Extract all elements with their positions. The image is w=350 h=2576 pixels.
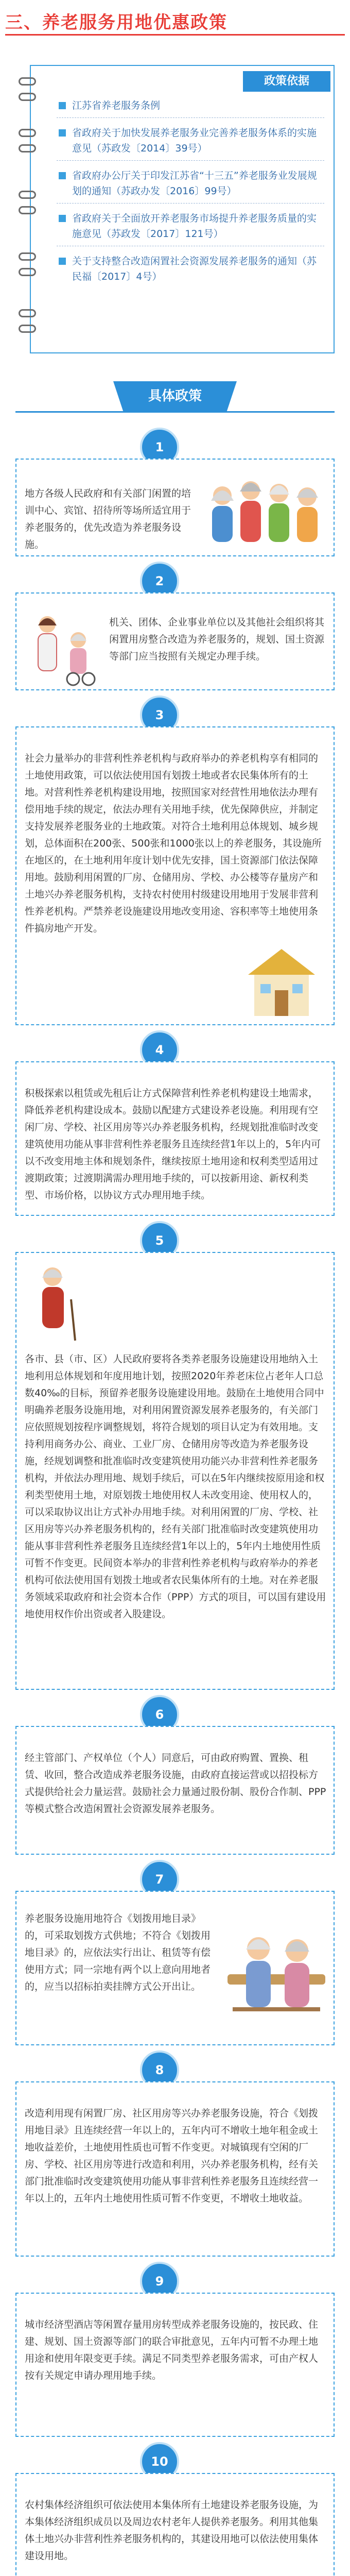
house-illustration bbox=[238, 939, 325, 1021]
basis-item: 省政府办公厅关于印发江苏省“十三五”养老服务业发展规划的通知（苏政办发〔2016〕99号） bbox=[57, 168, 324, 204]
elderly-group-illustration bbox=[202, 465, 330, 552]
bullet-square-icon bbox=[59, 172, 66, 179]
policy-card bbox=[15, 2473, 335, 2576]
policy-card bbox=[15, 1891, 335, 2045]
basis-item: 关于支持整合改造闲置社会资源发展养老服务的通知（苏民福〔2017〕4号） bbox=[57, 253, 324, 289]
policy-basis-list bbox=[57, 98, 324, 296]
title-underline bbox=[5, 34, 345, 36]
basis-item: 省政府关于加快发展养老服务业完善养老服务体系的实施意见（苏政发〔2014〕39号） bbox=[57, 125, 324, 161]
policy-basis-box bbox=[30, 65, 335, 353]
policy-text: 积极探索以租赁或先租后让方式保障营利性养老机构建设土地需求，降低养老机构建设成本。鼓励以配建方式建设养老设施。利用现有空闲厂房、学校、社区用房等兴办养老服务机构，经规划批准临时改变建筑使用功能从事非营利性养老服务且连续经营1年以上的，5年内可以不改变用地主体和规划条件，继续按原土地用途和权利类型适用过渡期政策；过渡期满需办理用地手续的，可以按新用途、新权利类型、市场价格，以协议方式办理用地手续。 bbox=[25, 1088, 321, 1201]
section-header bbox=[103, 381, 247, 411]
policy-number-badge: 5 bbox=[140, 1221, 179, 1260]
policy-basis-badge: 政策依据 bbox=[243, 71, 330, 92]
bullet-square-icon bbox=[59, 215, 66, 222]
policy-number-badge: 6 bbox=[140, 1695, 179, 1734]
policy-text: 养老服务设施用地符合《划拨用地目录》的，可采取划拨方式供地；不符合《划拨用地目录》的，应依法实行出让、租赁等有偿使用方式；同一宗地有两个以上意向用地者的，应当以招标拍卖挂牌方式公开出让。 bbox=[25, 1913, 211, 1992]
elderly-couple-illustration bbox=[222, 1912, 330, 2036]
bullet-square-icon bbox=[59, 102, 66, 109]
policy-number-badge: 1 bbox=[140, 428, 179, 467]
policy-number-badge: 7 bbox=[140, 1860, 179, 1899]
policy-card bbox=[15, 2293, 335, 2437]
section-title: 具体政策 bbox=[148, 388, 202, 404]
policy-card bbox=[15, 592, 335, 690]
policy-text: 社会力量举办的非营利性养老机构与政府举办的养老机构享有相同的土地使用政策，可以依法使用国有划拨土地或者农民集体所有的土地。对营利性养老机构建设用地，按照国家对经营性用地依法办理有偿用地手续的规定，依法办理有关用地手续，优先保障供应，并制定支持发展养老服务业的土地政策。对符合土地利用总体规划、城乡规划，总体面积在200张、500张和1000张以上的养老服务，其设施所在地区的，在土地利用年度计划中优先安排，国土资源部门依法保障用地。鼓励利用闲置的厂房、仓储用房、学校、办公楼等存量房产和土地兴办养老服务机构，支持农村使用村级建设用地用于发展非营利性养老机构。严禁养老设施建设用地改变用途、容积率等土地使用条件搞房地产开发。 bbox=[25, 753, 322, 934]
policy-card bbox=[15, 459, 335, 556]
policy-text: 改造利用现有闲置厂房、社区用房等兴办养老服务设施，符合《划拨用地目录》且连续经营一年以上的，五年内可不增收土地年租金或土地收益差价，土地使用性质也可暂不作变更。对城镇现有空闲的厂房、学校、社区用房等进行改造和利用，兴办养老服务机构，经有关部门批准临时改变建筑使用功能从事非营利性养老服务且连续经营一年以上的，五年内土地使用性质可暂不作变更，不增收土地收益。 bbox=[25, 2108, 319, 2204]
policy-number-badge: 8 bbox=[140, 2050, 179, 2090]
page-title: 三、养老服务用地优惠政策 bbox=[5, 12, 227, 33]
policy-card bbox=[15, 1061, 335, 1216]
section-divider bbox=[15, 411, 335, 413]
policy-card bbox=[15, 1252, 335, 1690]
policy-text: 经主管部门、产权单位（个人）同意后，可由政府购置、置换、租赁、收回，整合改造成养老服务设施，由政府直接运营或以招投标方式提供给社会力量运营。鼓励社会力量通过股份制、股份合作制、PPP等模式整合改造闲置社会资源发展养老服务。 bbox=[25, 1752, 326, 1815]
basis-item: 省政府关于全面放开养老服务市场提升养老服务质量的实施意见（苏政发〔2017〕121号） bbox=[57, 211, 324, 246]
policy-text: 各市、县（市、区）人民政府要将各类养老服务设施建设用地纳入土地利用总体规划和年度用地计划，按照2020年养老床位占老年人口总数40‰的目标，预留养老服务设施建设用地。鼓励在土地使用合同中明确养老服务设施用地，对利用闲置资源发展养老服务的，有关部门应依照规划按程序调整规划，将符合规划的项目认定为有效用地。支持利用商务办公、商业、工业厂房、仓储用房等改造为养老服务设施，经规划调整和批准临时改变建筑使用功能兴办非营利性养老服务机构，并依法办理用地、规划手续后，可以在5年内继续按原用途和权利类型使用土地，对原划拨土地使用权人未改变用途、使用权人的，可以采取协议出让方式补办用地手续。对利用闲置的厂房、学校、社区用房等兴办养老服务机构的，经有关部门批准临时改变建筑使用功能从事非营利性养老服务且连续经营1年以上的，5年内土地使用性质可暂不作变更。民间资本举办的非营利性养老机构与政府举办的养老机构可依法使用国有划拨土地或者农民集体所有的土地。对在养老服务领域采取政府和社会资本合作（PPP）方式的项目，可以国有建设用地使用权作价出资或者入股建设。 bbox=[25, 1353, 326, 1620]
policy-card bbox=[15, 2081, 335, 2257]
policy-number-badge: 10 bbox=[140, 2442, 179, 2481]
policy-number-badge: 2 bbox=[140, 562, 179, 601]
bullet-square-icon bbox=[59, 129, 66, 137]
page-header bbox=[5, 5, 345, 38]
bullet-square-icon bbox=[59, 258, 66, 265]
policy-number-badge: 9 bbox=[140, 2262, 179, 2301]
caregiver-illustration bbox=[22, 604, 104, 686]
basis-item: 江苏省养老服务条例 bbox=[57, 98, 324, 118]
policy-number-badge: 4 bbox=[140, 1030, 179, 1070]
elderly-with-cane-illustration bbox=[22, 1258, 89, 1346]
policy-text: 地方各级人民政府和有关部门闲置的培训中心、宾馆、招待所等场所适宜用于养老服务的，优先改造为养老服务设施。 bbox=[25, 488, 191, 550]
policy-text: 农村集体经济组织可依法使用本集体所有土地建设养老服务设施，为本集体经济组织成员以及周边农村老年人提供养老服务。利用其他集体土地兴办非营利性养老服务机构的，其建设用地可以依法使用集体建设用地。 bbox=[25, 2499, 319, 2562]
notebook-rings-icon bbox=[15, 72, 36, 350]
policy-text: 机关、团体、企业事业单位以及其他社会组织将其闲置用房整合改造为养老服务的，规划、国土资源等部门应当按照有关规定办理手续。 bbox=[109, 617, 325, 662]
policy-basis-panel bbox=[15, 52, 335, 355]
policy-card bbox=[15, 726, 335, 1025]
policy-number-badge: 3 bbox=[140, 696, 179, 735]
policy-text: 城市经济型酒店等闲置存量用房转型成养老服务设施的，按民政、住建、规划、国土资源等部门的联合审批意见，五年内可暂不办理土地用途和使用年限变更手续。满足不同类型养老服务需求，可由产权人按有关规定申请办理用地手续。 bbox=[25, 2319, 319, 2381]
policy-card bbox=[15, 1726, 335, 1855]
